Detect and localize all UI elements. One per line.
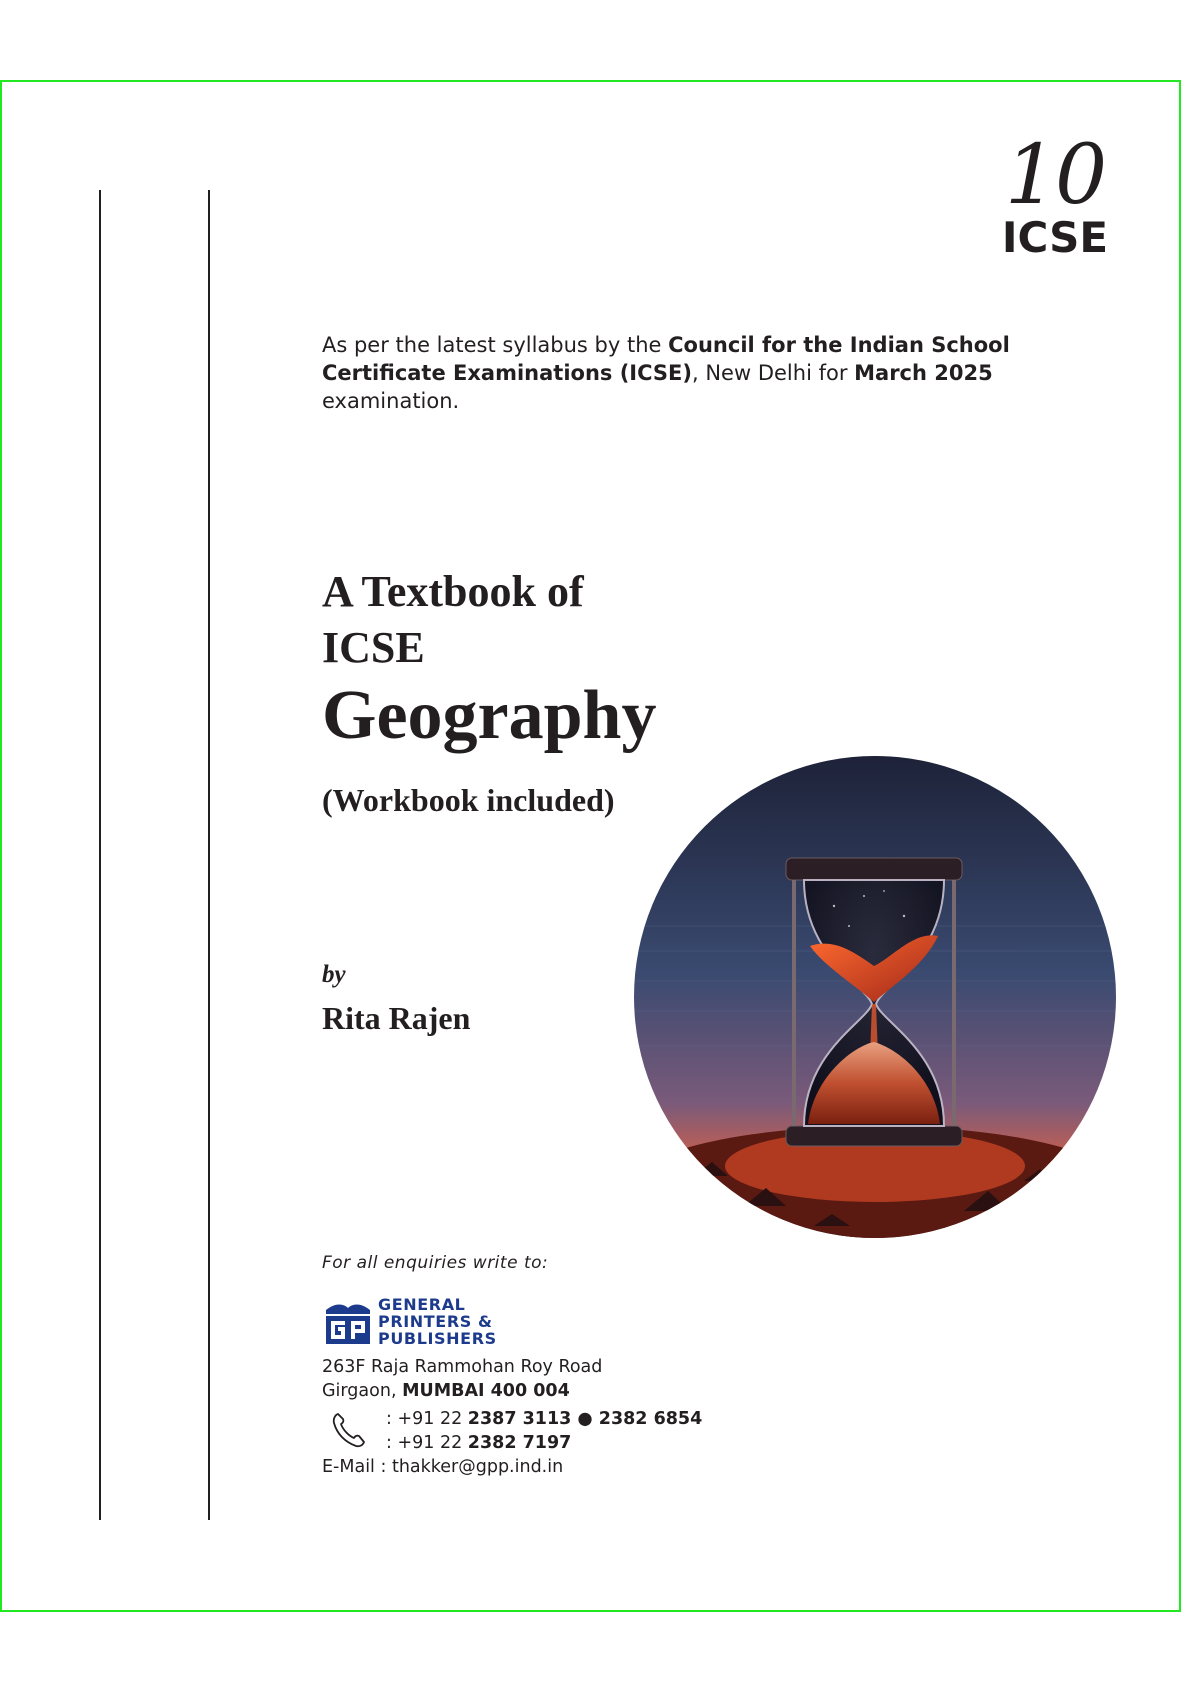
syllabus-text-2: , New Delhi for xyxy=(692,361,855,385)
title-subtitle: (Workbook included) xyxy=(322,782,615,818)
address-city-prefix: Girgaon, xyxy=(322,1381,403,1401)
address-street: 263F Raja Rammohan Roy Road xyxy=(322,1357,603,1377)
gpp-logo-icon xyxy=(322,1298,374,1346)
logo-line-1: GENERAL xyxy=(378,1295,466,1314)
grade-board: ICSE xyxy=(1001,213,1109,262)
publisher-logo xyxy=(322,1296,582,1348)
grade-badge xyxy=(990,128,1120,262)
publisher-name xyxy=(378,1296,497,1347)
grade-number: 10 xyxy=(1004,128,1106,223)
phone1-number-a: 2387 3113 xyxy=(467,1409,572,1429)
syllabus-note xyxy=(322,331,1082,415)
author-by: by xyxy=(322,961,346,988)
syllabus-exam: March 2025 xyxy=(854,361,993,385)
logo-line-3: PUBLISHERS xyxy=(378,1329,497,1348)
phone-line-2 xyxy=(386,1432,571,1454)
phone-line-1 xyxy=(386,1408,702,1430)
book-title: Geography xyxy=(322,677,657,754)
phone-icon xyxy=(330,1410,366,1450)
syllabus-council: Council for the Indian School Certificate Examinations (ICSE) xyxy=(322,333,1010,385)
author-name: Rita Rajen xyxy=(322,1000,471,1036)
phone2-prefix: : +91 22 xyxy=(386,1433,468,1453)
syllabus-text-3: examination. xyxy=(322,389,460,413)
address-city xyxy=(322,1380,570,1402)
cover-image-hourglass xyxy=(634,756,1116,1238)
left-rule-outer xyxy=(99,190,101,1520)
email-label: E-Mail : xyxy=(322,1457,392,1477)
title-line-1: A Textbook of xyxy=(322,567,584,616)
phone1-prefix: : +91 22 xyxy=(386,1409,468,1429)
left-rule-inner xyxy=(208,190,210,1520)
address-city-name: MUMBAI 400 004 xyxy=(402,1381,570,1401)
phone1-number-b: 2382 6854 xyxy=(598,1409,703,1429)
email-line xyxy=(322,1456,563,1478)
logo-line-2: PRINTERS & xyxy=(378,1312,493,1331)
title-line-2: ICSE xyxy=(322,623,425,672)
email-address[interactable]: thakker@gpp.ind.in xyxy=(391,1457,564,1477)
syllabus-text-1: As per the latest syllabus by the xyxy=(322,333,669,357)
phone2-number: 2382 7197 xyxy=(467,1433,572,1453)
enquiries-label: For all enquiries write to: xyxy=(322,1253,549,1273)
phone1-separator: ● xyxy=(571,1409,599,1429)
